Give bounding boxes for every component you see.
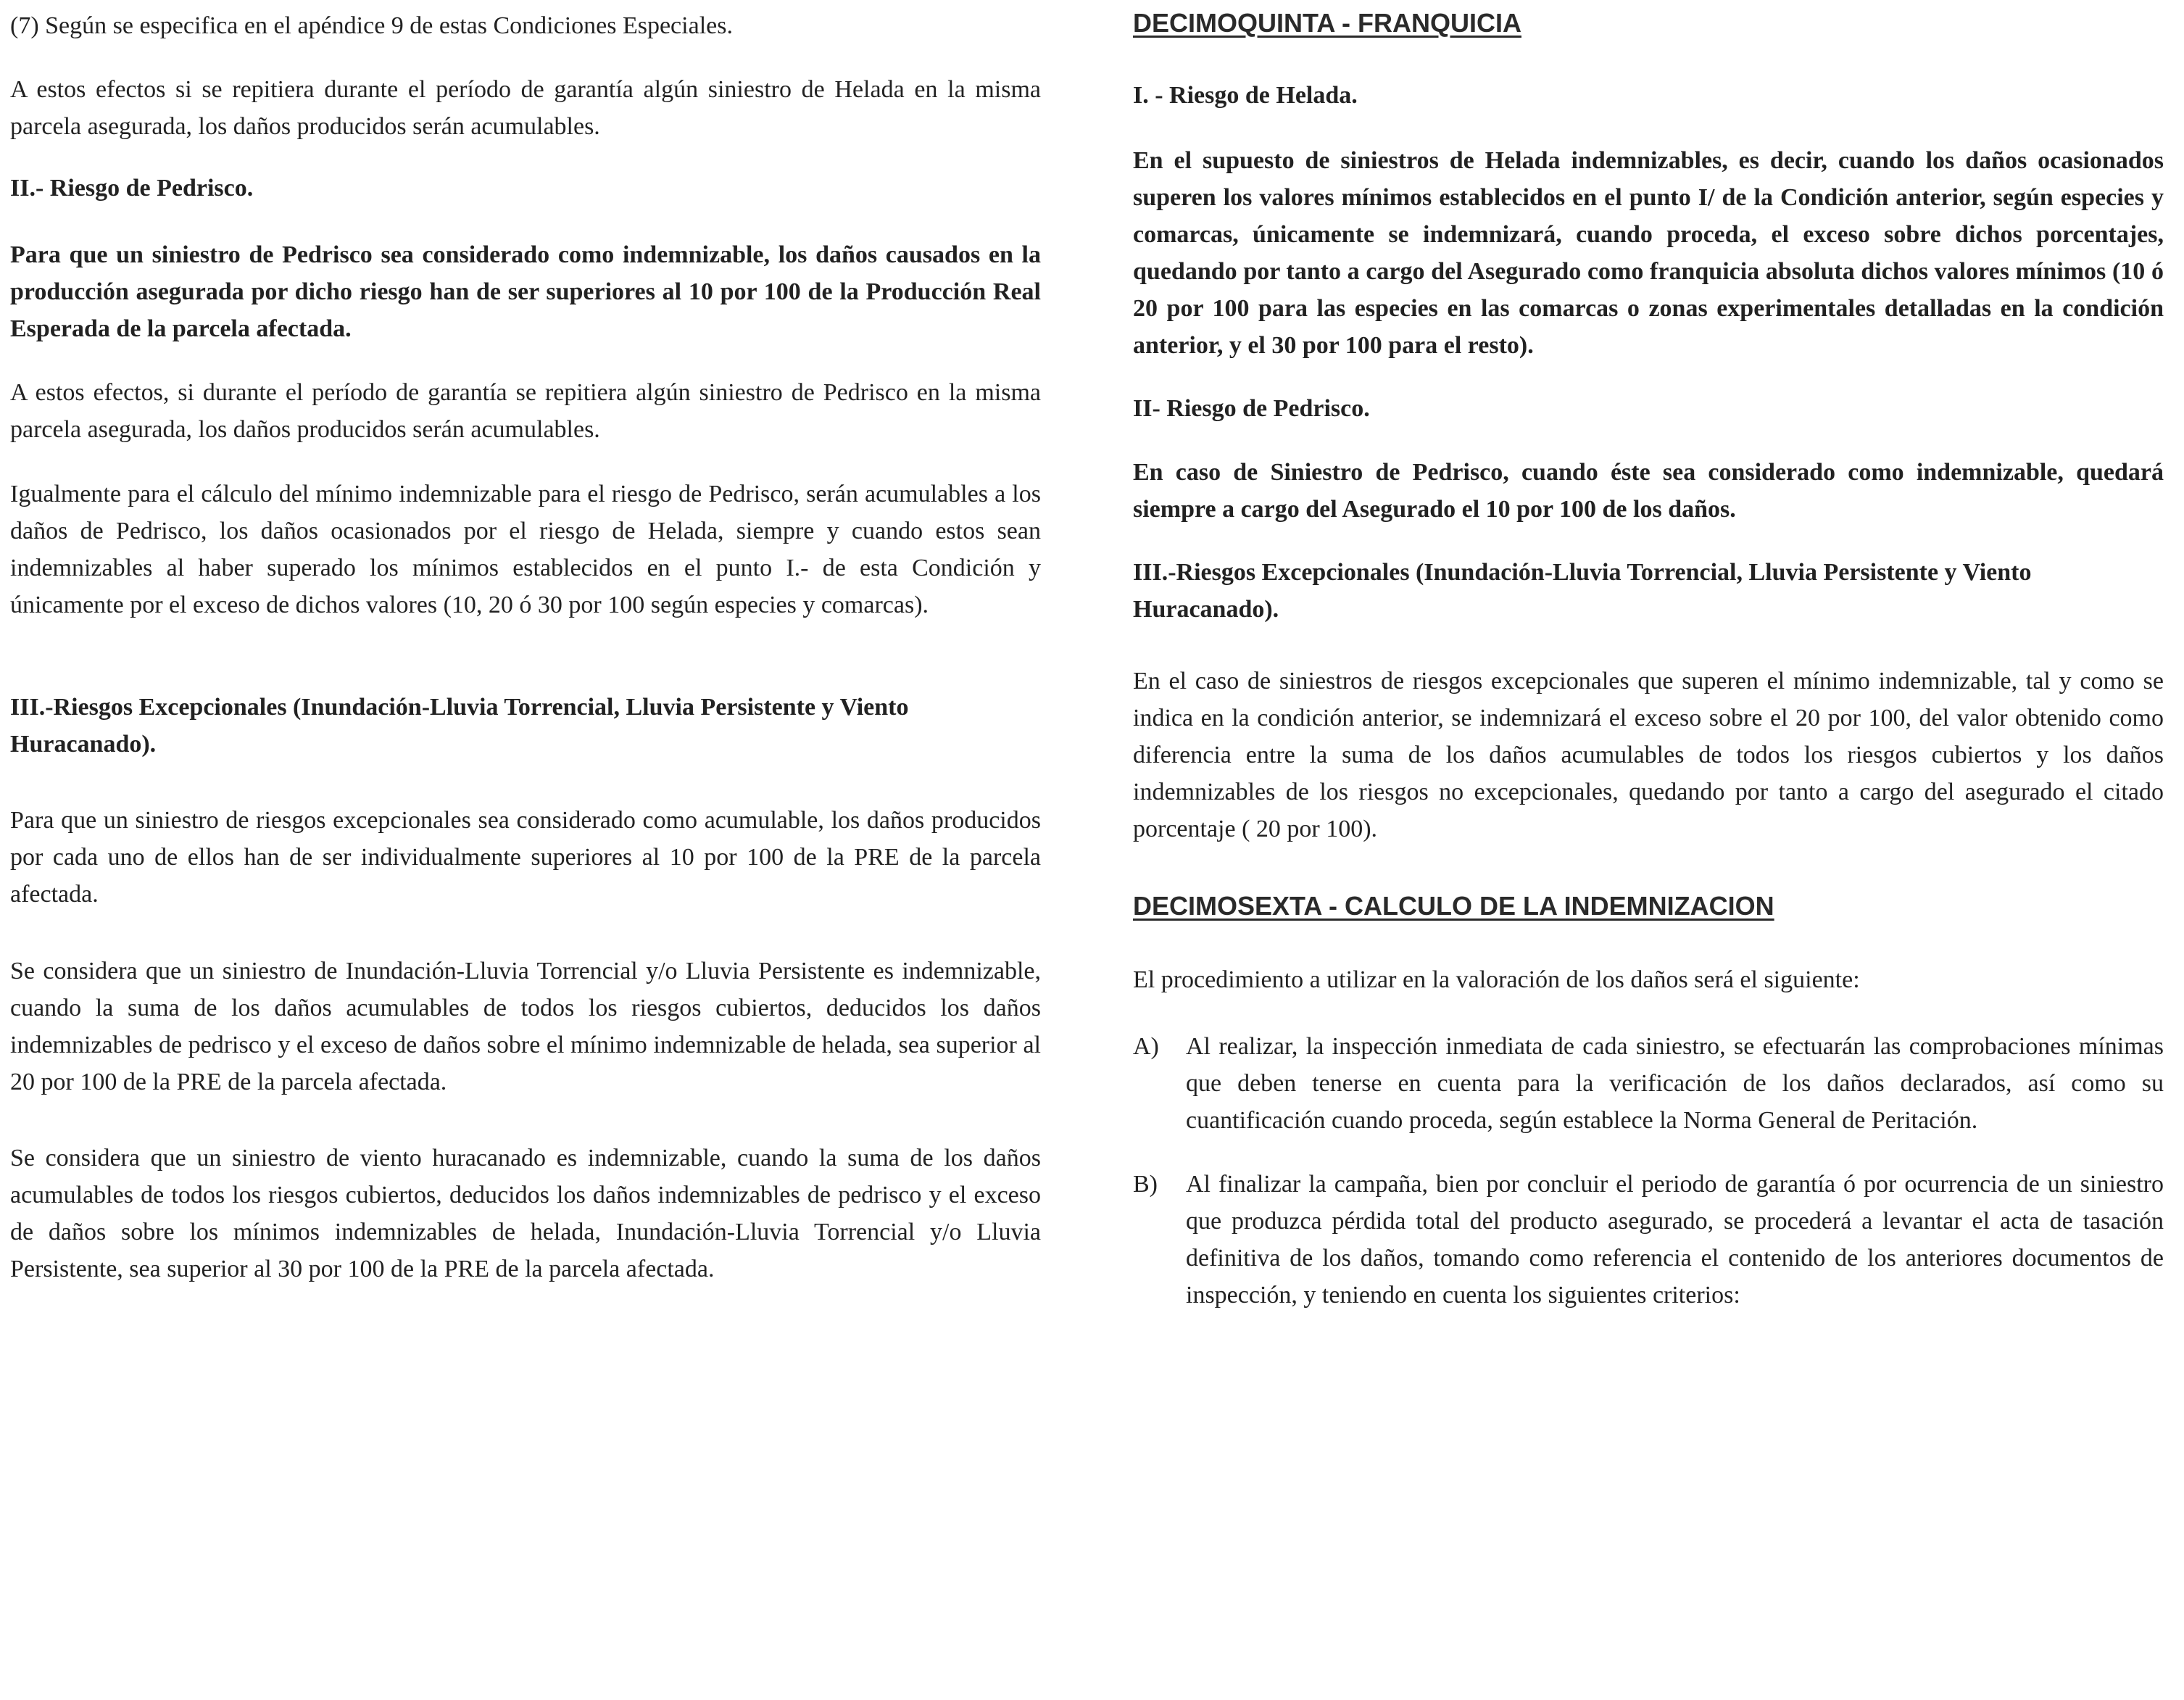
paragraph-inundacion-lluvia: Se considera que un siniestro de Inundación-Lluvia Torrencial y/o Lluvia Persistente es indemnizable, cuando la suma de los daños acumulables de todos los riesgos cubiertos, deducidos los daños indemnizables de pedrisco y el exceso de daños sobre el mínimo indemnizable de helada, sea superior al 20 por 100 de la PRE de la parcela afectada.: [10, 958, 1041, 1095]
heading-riesgos-excepcionales: III.-Riesgos Excepcionales (Inundación-Lluvia Torrencial, Lluvia Persistente y Viento Huracanado).: [10, 694, 909, 758]
list-item-text: Al finalizar la campaña, bien por concluir el periodo de garantía ó por ocurrencia de un siniestro que produzca pérdida total del producto asegurado, se procederá a levantar el acta de tasación definitiva de los daños, tomando como referencia el contenido de los anteriores documentos de inspección, y teniendo en cuenta los siguientes criterios:: [1186, 1171, 2164, 1309]
heading-riesgos-excepcionales-franquicia: III.-Riesgos Excepcionales (Inundación-Lluvia Torrencial, Lluvia Persistente y Viento Huracanado).: [1133, 559, 2032, 623]
list-marker: A): [1133, 1033, 1159, 1060]
paragraph-excepcionales-acumulable: Para que un siniestro de riesgos excepcionales sea considerado como acumulable, los daños producidos por cada uno de ellos han de ser individualmente superiores al 10 por 100 de la PRE de la parcela afectada.: [10, 807, 1041, 908]
section-title-decimosexta: DECIMOSEXTA - CALCULO DE LA INDEMNIZACION: [1133, 891, 1774, 921]
paragraph-helada-acumulables: A estos efectos si se repitiera durante el período de garantía algún siniestro de Helada en la misma parcela asegurada, los daños producidos serán acumulables.: [10, 76, 1041, 140]
paragraph-helada-franquicia: En el supuesto de siniestros de Helada indemnizables, es decir, cuando los daños ocasionados superen los valores mínimos establecidos en el punto I/ de la Condición anterior, según especies y comarcas, únicamente se indemnizará, cuando proceda, el exceso sobre dichos porcentajes, quedando por tanto a cargo del Asegurado como franquicia absoluta dichos valores mínimos (10 ó 20 por 100 para las especies en las comarcas o zonas experimentales detalladas en la condición anterior, y el 30 por 100 para el resto).: [1133, 147, 2164, 359]
list-item-text: Al realizar, la inspección inmediata de cada siniestro, se efectuarán las comprobaciones mínimas que deben tenerse en cuenta para la verificación de los daños declarados, así como su cuantificación cuando proceda, según establece la Norma General de Peritación.: [1186, 1033, 2164, 1134]
section-title-decimoquinta: DECIMOQUINTA - FRANQUICIA: [1133, 8, 1521, 38]
heading-riesgo-pedrisco: II.- Riesgo de Pedrisco.: [10, 175, 254, 202]
paragraph-viento-huracanado: Se considera que un siniestro de viento huracanado es indemnizable, cuando la suma de los daños acumulables de todos los riesgos cubiertos, deducidos los daños indemnizables de pedrisco y el exceso de daños sobre los mínimos indemnizables de helada, Inundación-Lluvia Torrencial y/o Lluvia Persistente, sea superior al 30 por 100 de la PRE de la parcela afectada.: [10, 1145, 1041, 1282]
list-marker: B): [1133, 1171, 1158, 1198]
paragraph-pedrisco-acumulables: A estos efectos, si durante el período de garantía se repitiera algún siniestro de Pedrisco en la misma parcela asegurada, los daños producidos serán acumulables.: [10, 379, 1041, 443]
paragraph-pedrisco-franquicia: En caso de Siniestro de Pedrisco, cuando éste sea considerado como indemnizable, quedará siempre a cargo del Asegurado el 10 por 100 de los daños.: [1133, 459, 2164, 523]
paragraph-pedrisco-indemnizable: Para que un siniestro de Pedrisco sea considerado como indemnizable, los daños causados en la producción asegurada por dicho riesgo han de ser superiores al 10 por 100 de la Producción Real Esperada de la parcela afectada.: [10, 241, 1041, 342]
heading-riesgo-pedrisco-franquicia: II- Riesgo de Pedrisco.: [1133, 395, 1370, 422]
paragraph-minimo-indemnizable: Igualmente para el cálculo del mínimo indemnizable para el riesgo de Pedrisco, serán acumulables a los daños de Pedrisco, los daños ocasionados por el riesgo de Helada, siempre y cuando estos sean indemnizables al haber superado los mínimos establecidos en el punto I.- de esta Condición y únicamente por el exceso de dichos valores (10, 20 ó 30 por 100 según especies y comarcas).: [10, 481, 1041, 618]
heading-riesgo-helada: I. - Riesgo de Helada.: [1133, 82, 1358, 109]
paragraph-procedimiento: El procedimiento a utilizar en la valoración de los daños será el siguiente:: [1133, 966, 1860, 993]
footnote-7: (7) Según se especifica en el apéndice 9 de estas Condiciones Especiales.: [10, 12, 733, 39]
paragraph-excepcionales-franquicia: En el caso de siniestros de riesgos excepcionales que superen el mínimo indemnizable, tal y como se indica en la condición anterior, se indemnizará el exceso sobre el 20 por 100, del valor obtenido como diferencia entre la suma de los daños acumulables de todos los riesgos cubiertos y los daños indemnizables de los riesgos no excepcionales, quedando por tanto a cargo del asegurado el citado porcentaje ( 20 por 100).: [1133, 668, 2164, 842]
